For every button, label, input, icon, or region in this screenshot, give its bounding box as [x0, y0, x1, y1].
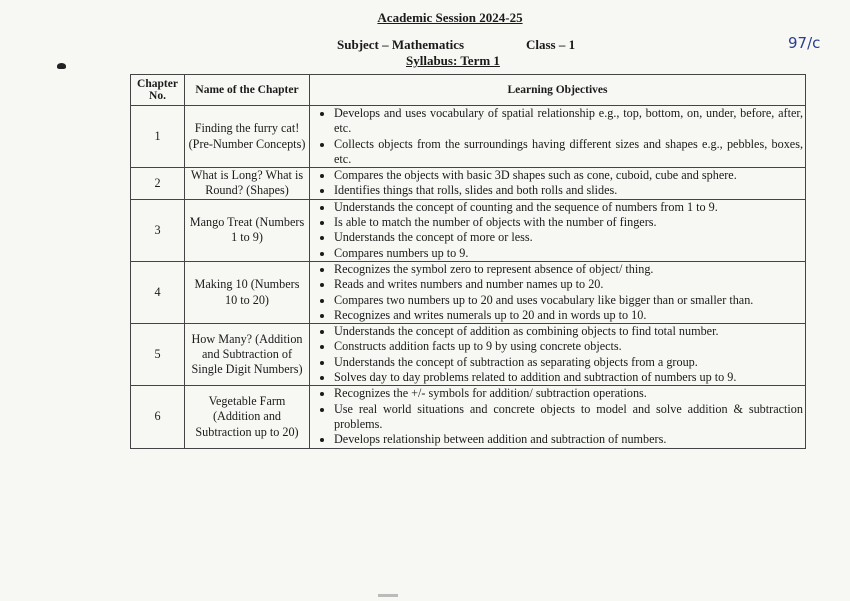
objective-item: • Recognizes the symbol zero to represent absence of object/ thing.: [334, 262, 803, 277]
objectives-list: [314, 106, 803, 167]
table-row: [131, 324, 806, 386]
page-footer-mark: [378, 594, 398, 597]
table-body: [131, 106, 806, 449]
objective-item: • Develops relationship between addition and subtraction of numbers.: [334, 432, 803, 447]
table-row: [131, 386, 806, 448]
learning-objectives: [310, 261, 806, 323]
objective-item: • Collects objects from the surroundings having different sizes and shapes e.g., pebbles, boxes, etc.: [334, 137, 803, 168]
learning-objectives: [310, 324, 806, 386]
learning-objectives: [310, 168, 806, 200]
objective-item: • Compares two numbers up to 20 and uses vocabulary like bigger than or smaller than.: [334, 293, 803, 308]
chapter-number: 4: [131, 261, 185, 323]
objective-item: • Solves day to day problems related to addition and subtraction of numbers up to 9.: [334, 370, 803, 385]
objective-item: • Recognizes and writes numerals up to 20 and in words up to 10.: [334, 308, 803, 323]
objective-item: • Identifies things that rolls, slides and both rolls and slides.: [334, 183, 803, 198]
objective-item: • Constructs addition facts up to 9 by using concrete objects.: [334, 339, 803, 354]
chapter-number: 1: [131, 106, 185, 168]
objective-item: • Compares the objects with basic 3D shapes such as cone, cuboid, cube and sphere.: [334, 168, 803, 183]
table-row: [131, 106, 806, 168]
chapter-name: How Many? (Addition and Subtraction of Single Digit Numbers): [185, 324, 310, 386]
column-header-learning-objectives: Learning Objectives: [310, 75, 806, 106]
syllabus-heading: Syllabus: Term 1: [406, 53, 500, 68]
table-row: [131, 168, 806, 200]
session-heading: Academic Session 2024-25: [377, 10, 523, 25]
objective-item: • Understands the concept of more or less.: [334, 230, 803, 245]
objective-item: • Understands the concept of counting and the sequence of numbers from 1 to 9.: [334, 200, 803, 215]
chapter-name: Making 10 (Numbers 10 to 20): [185, 261, 310, 323]
class-label: Class – 1: [526, 37, 576, 52]
table-header-row: [131, 75, 806, 106]
chapter-number: 5: [131, 324, 185, 386]
chapter-name: What is Long? What is Round? (Shapes): [185, 168, 310, 200]
column-header-chapter-no: Chapter No.: [131, 75, 185, 106]
ink-mark: [57, 63, 66, 69]
objectives-list: [314, 200, 803, 261]
learning-objectives: [310, 386, 806, 448]
objective-item: • Reads and writes numbers and number names up to 20.: [334, 277, 803, 292]
objective-item: • Compares numbers up to 9.: [334, 246, 803, 261]
chapter-number: 6: [131, 386, 185, 448]
learning-objectives: [310, 106, 806, 168]
objective-item: • Is able to match the number of objects with the number of fingers.: [334, 215, 803, 230]
objective-item: • Understands the concept of addition as combining objects to find total number.: [334, 324, 803, 339]
objectives-list: [314, 324, 803, 385]
subject-label: Subject – Mathematics: [337, 37, 465, 52]
column-header-chapter-name: Name of the Chapter: [185, 75, 310, 106]
objective-item: • Understands the concept of subtraction as separating objects from a group.: [334, 355, 803, 370]
chapter-name: Mango Treat (Numbers 1 to 9): [185, 199, 310, 261]
objectives-list: [314, 386, 803, 447]
handwritten-note: 97/c: [788, 34, 821, 52]
objective-item: • Develops and uses vocabulary of spatial relationship e.g., top, bottom, on, under, before, after, etc.: [334, 106, 803, 137]
objectives-list: [314, 262, 803, 323]
table-row: [131, 261, 806, 323]
objective-item: • Use real world situations and concrete objects to model and solve addition & subtraction problems.: [334, 402, 803, 433]
learning-objectives: [310, 199, 806, 261]
table-row: [131, 199, 806, 261]
chapter-number: 2: [131, 168, 185, 200]
syllabus-table: [130, 74, 806, 449]
chapter-number: 3: [131, 199, 185, 261]
chapter-name: Finding the furry cat! (Pre-Number Concepts): [185, 106, 310, 168]
objectives-list: [314, 168, 803, 199]
chapter-name: Vegetable Farm (Addition and Subtraction up to 20): [185, 386, 310, 448]
objective-item: • Recognizes the +/- symbols for addition/ subtraction operations.: [334, 386, 803, 401]
